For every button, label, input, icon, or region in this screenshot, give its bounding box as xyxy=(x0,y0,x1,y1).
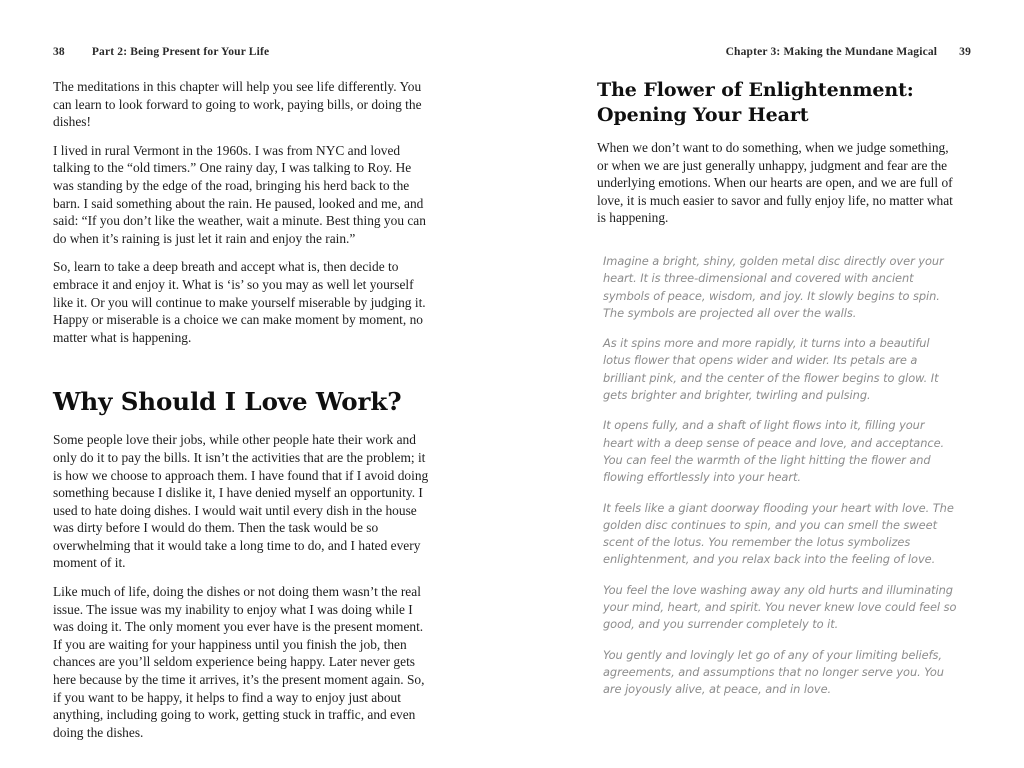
recto-section-heading-line1: The Flower of Enlightenment: xyxy=(597,79,914,101)
running-head-verso xyxy=(53,46,269,58)
heading-spacer xyxy=(53,417,435,431)
meditation-paragraph: You feel the love washing away any old hurts and illuminating your mind, heart, and spirit. You never knew love could feel so good, and you surrender completely to it. xyxy=(603,582,957,632)
page-number-verso: 38 xyxy=(53,46,65,58)
verso-paragraph: I lived in rural Vermont in the 1960s. I was from NYC and loved talking to the “old timers.” One rainy day, I was talking to Roy. He was standing by the edge of the road, bringing his herd back to the barn. I said something about the rain. He paused, looked and me, and said: “If you don’t like the weather, wait a minute. Best thing you can do when it’s raining is just let it rain and enjoy the rain.” xyxy=(53,142,426,246)
running-head-recto xyxy=(726,46,971,58)
verso-section-paragraph: Some people love their jobs, while other people hate their work and only do it to pay the bills. It isn’t the activities that are the problem; it is how we choose to approach them. I have found that if I avoid doing something because I dislike it, I have denied myself an opportunity. I used to hate doing dishes. I would wait until every dish in the house was dirty before I would do them. Then the task would be so overwhelming that it would take a long time to do, and I hated every moment of it. xyxy=(53,432,429,571)
verso-paragraph: So, learn to take a deep breath and accept what is, then decide to embrace it and enjoy it. What is ‘is’ so you may as well let yourself like it. Or you will continue to make yourself miserable by judging it. Happy or miserable is a choice we can make moment by moment, no matter what is happening. xyxy=(53,259,426,345)
meditation-paragraph: It feels like a giant doorway flooding your heart with love. The golden disc continues to spin, and you can smell the sweet scent of the lotus. You remember the lotus symbolizes enlightenment, and you relax back into the feeling of love. xyxy=(603,500,954,567)
meditation-paragraph: It opens fully, and a shaft of light flows into it, filling your heart with a deep sense of peace and love, and acceptance. You can feel the warmth of the light hitting the flower and flowing effortlessly into your heart. xyxy=(603,418,945,485)
page-number-recto: 39 xyxy=(959,46,971,58)
recto-paragraph: When we don’t want to do something, when we judge something, or when we are just generally unhappy, judgment and fear are the underlying emotions. When our hearts are open, and we are full of love, it is much easier to savor and fully enjoy life, no matter what is happening. xyxy=(597,140,953,226)
recto-page-column xyxy=(597,78,957,699)
verso-page-column xyxy=(53,78,435,741)
heading-spacer xyxy=(53,357,435,387)
meditation-paragraph: As it spins more and more rapidly, it turns into a beautiful lotus flower that opens wider and wider. Its petals are a brilliant pink, and the center of the flower begins to glow. It gets brighter and brighter, twirling and pulsing. xyxy=(603,336,939,403)
verso-paragraph: The meditations in this chapter will help you see life differently. You can learn to look forward to going to work, paying bills, or doing the dishes! xyxy=(53,79,422,130)
meditation-paragraph: You gently and lovingly let go of any of your limiting beliefs, agreements, and assumptions that no longer serve you. You are joyously alive, at peace, and in love. xyxy=(603,647,944,697)
verso-section-paragraph: Like much of life, doing the dishes or not doing them wasn’t the real issue. The issue was my inability to enjoy what I was doing while I was doing it. The only moment you ever have is the present moment. If you are waiting for your happiness until you finish the job, then chances are you’ll seldom experience being happy. Later never gets here because by the time it arrives, it’s the present moment again. So, if you want to be happy, it helps to find a way to enjoy just about anything, including going to work, getting stuck in traffic, and even doing the dishes. xyxy=(53,584,425,740)
running-head-recto-title: Chapter 3: Making the Mundane Magical xyxy=(725,46,938,58)
verso-section-heading: Why Should I Love Work? xyxy=(53,387,402,417)
recto-section-heading-line2: Opening Your Heart xyxy=(597,104,809,126)
meditation-paragraph: Imagine a bright, shiny, golden metal disc directly over your heart. It is three-dimensional and covered with ancient symbols of peace, wisdom, and joy. It slowly begins to spin. The symbols are projected all over the walls. xyxy=(603,253,944,320)
meditation-block xyxy=(603,253,957,699)
running-head-verso-title: Part 2: Being Present for Your Life xyxy=(91,46,270,58)
heading-spacer xyxy=(597,128,957,139)
